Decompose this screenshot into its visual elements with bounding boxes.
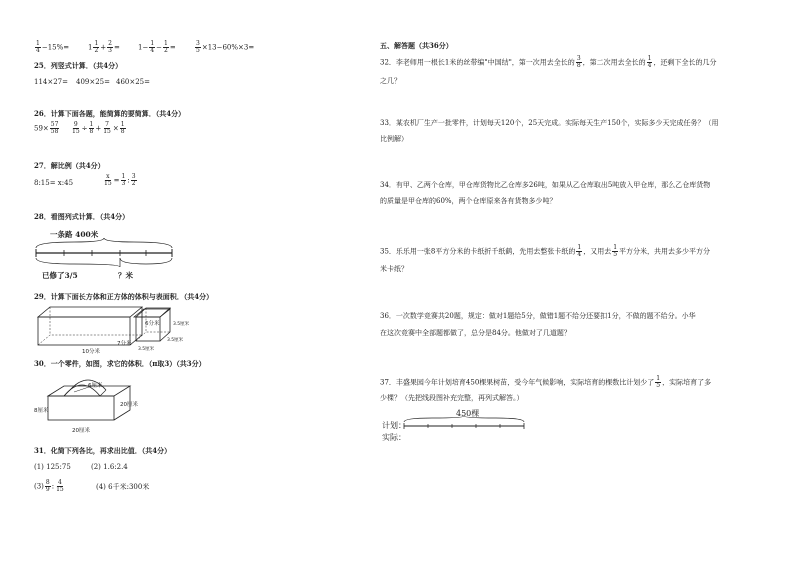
q35-line-2: 米卡纸？: [380, 265, 408, 273]
q28-segment-diagram: [34, 238, 174, 268]
q30-length-label: 20厘米: [72, 428, 90, 434]
q34-line-1: 34．有甲、乙两个仓库，甲仓库货物比乙仓库多26吨，如果从乙仓库取出5吨放入甲仓库，那么乙仓库货物: [380, 181, 711, 189]
q32-line-2: 之几？: [380, 77, 401, 85]
section-title: 五、解答题（共36分）: [380, 41, 453, 50]
q25-title: 25．列竖式计算．（共4分）: [34, 61, 123, 70]
q34-line-2: 的质量是甲仓库的60%，两个仓库原来各有货物多少吨？: [380, 197, 557, 205]
q28-title: 28．看图列式计算．（共4分）: [34, 212, 130, 221]
q28-unknown-label: ？米: [118, 271, 133, 280]
q29-cube-height: 3.5厘米: [173, 322, 190, 327]
q24-part-4: $\frac{3}{5}$ ×13−60%×3=: [196, 40, 255, 54]
q33-line-1: 33．某农机厂生产一批零件，计划每天120个，25天完成。实际每天生产150个，实际多少天完成任务？（用: [380, 119, 719, 127]
q26-title: 26．计算下面各题，能简算的要简算．（共4分）: [34, 109, 186, 118]
q25-item: 409×25=: [76, 78, 110, 86]
q26-expr-2: $\frac{9}{15}$ ÷ $\frac{1}{8}$ + $\frac{7}{15}$ × $\frac{1}{8}$: [72, 121, 125, 135]
q37-line-1: 37．丰盛果园今年计划培育450棵果树苗，受今年气候影响，实际培育的棵数比计划少了 $\frac{1}{5}$ ，实际培育了多: [380, 375, 712, 389]
q29-cube-figure: [134, 305, 194, 355]
q29-cube-depth: 3.5厘米: [167, 338, 184, 343]
q30-depth-label: 20厘米: [120, 402, 138, 408]
q29-width-label: 7分米: [117, 341, 132, 347]
q31-title: 31．化简下列各比，再求出比值．（共4分）: [34, 446, 172, 455]
q26-expr-1: 59× $\frac{57}{58}$: [34, 121, 59, 135]
q37-plan-label: 计划：: [382, 421, 406, 430]
q24-part-3: 1− $\frac{1}{4}$ − $\frac{1}{2}$ =: [138, 40, 176, 54]
q36-line-2: 在这次竞赛中全部题都做了，总分是84分。他做对了几道题？: [380, 329, 571, 337]
q27-expr-2: $\frac{x}{15}$ = $\frac{1}{3}$ : $\frac{3}{2}$: [104, 173, 136, 187]
q37-total-label: 450棵: [456, 409, 480, 418]
q29-height-label: 6分米: [145, 321, 160, 327]
q33-line-2: 比例解）: [380, 135, 408, 143]
q36-line-1: 36．一次数学竞赛共20题，规定：做对1题给5分，做错1题不给分还要扣1分，不做的题不给分。小华: [380, 312, 696, 320]
q28-road-label: 一条路 400米: [50, 230, 99, 239]
q35-line-1: 35．乐乐用一张8平方分米的卡纸折千纸鹤，先用去整张卡纸的 $\frac{1}{4}$ ，又用去 $\frac{1}{5}$ 平方分米，共用去多少平方分: [380, 244, 711, 258]
q37-line-2: 少棵？（先把线段图补充完整，再列式解答。）: [380, 394, 524, 402]
q25-item: 460×25=: [116, 78, 150, 86]
q30-part-figure: [34, 380, 144, 436]
q30-height-label: 8厘米: [34, 408, 49, 414]
q24-part-2: 1 $\frac{1}{2}$ + $\frac{2}{3}$ =: [88, 40, 120, 54]
q28-built-label: 已修了3/5: [42, 271, 78, 280]
q30-title: 30．一个零件，如图，求它的体积．（π取3）（共3分）: [34, 359, 206, 368]
q25-item: 114×27=: [34, 78, 68, 86]
q31-item: (4) 6千米:300米: [96, 483, 150, 491]
q24-part-1: $\frac{1}{4}$ −15%=: [36, 40, 70, 54]
q31-item: (1) 125:75: [34, 463, 71, 471]
q37-actual-label: 实际：: [382, 433, 406, 442]
q37-segment-diagram: [402, 416, 528, 430]
q31-item-3: (3) $\frac{8}{9}$ : $\frac{4}{15}$: [34, 479, 64, 493]
q31-item: (2) 1.6:2.4: [91, 463, 128, 471]
q27-expr-1: 8:15= x:45: [34, 179, 74, 187]
q32-line-1: 32．李老师用一根长1米的丝带编"中国结"，第一次用去全长的 $\frac{3}{8}$ ，第二次用去全长的 $\frac{1}{4}$ ，还剩下全长的几分: [380, 55, 717, 69]
q29-cube-length: 3.5厘米: [138, 347, 155, 352]
q29-length-label: 10分米: [82, 349, 100, 355]
q30-diameter-label: 6厘米: [88, 383, 103, 389]
q27-title: 27．解比例（共4分）: [34, 161, 105, 170]
q29-title: 29．计算下面长方体和正方体的体积与表面积．（共4分）: [34, 292, 214, 301]
